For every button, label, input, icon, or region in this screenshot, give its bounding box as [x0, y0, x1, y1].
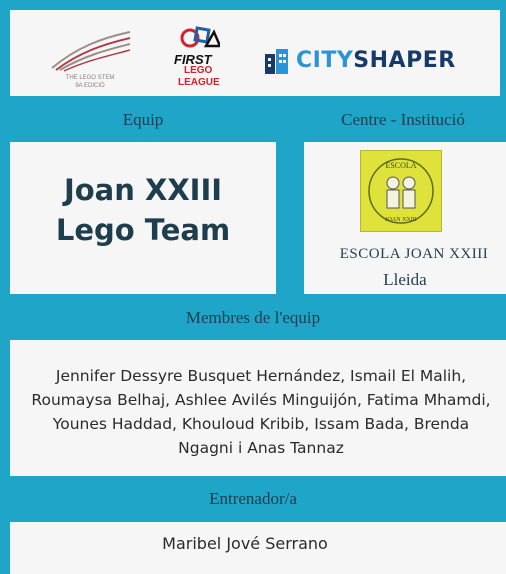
school-children-icon	[361, 151, 441, 231]
first-word: FIRST	[174, 52, 212, 67]
stem-swoosh-icon	[46, 28, 134, 72]
members-label: Membres de l'equip	[185, 308, 321, 327]
school-badge-logo	[360, 150, 442, 232]
team-name	[10, 170, 276, 250]
cityshaper-part2: SHAPER	[353, 48, 456, 73]
cityshaper-logo	[262, 46, 456, 76]
logos-panel	[10, 10, 500, 96]
team-name-line2: Lego Team	[55, 213, 231, 247]
badge-bottom-text: JOAN XXIII	[385, 217, 417, 223]
team-name-line1: Joan XXIII	[63, 173, 223, 207]
coach-label: Entrenador/a	[209, 489, 297, 508]
coach-label-row	[0, 482, 506, 516]
first-shapes-icon	[180, 26, 220, 52]
team-panel	[10, 142, 276, 294]
members-label-row	[0, 300, 506, 336]
school-city: Lleida	[383, 270, 427, 289]
coach-panel	[10, 522, 506, 574]
school-name: ESCOLA JOAN XXIII	[339, 246, 489, 262]
coach-name: Maribel Jové Serrano	[162, 534, 328, 553]
city-building-icon	[262, 46, 292, 76]
school-panel	[304, 142, 506, 294]
stem-caption-1: THE LEGO STEM	[65, 75, 115, 81]
members-list: Jennifer Dessyre Busquet Hernández, Ismail El Malih, Roumaysa Belhaj, Ashlee Avilés Minguijón, Fatima Mhamdi, Younes Haddad, Khouloud Kribib, Issam Bada, Brenda Ngagni i Anas Tannaz	[31, 367, 491, 457]
members-panel	[10, 340, 506, 476]
lego-word: LEGO	[184, 65, 213, 76]
league-word: LEAGUE	[178, 77, 220, 88]
stem-caption-2: 9A EDICIÓ	[75, 83, 105, 89]
first-lego-league-logo	[168, 26, 232, 96]
header-label-row	[0, 104, 506, 136]
centre-label: Centre - Institució	[341, 110, 465, 129]
equip-label: Equip	[122, 110, 164, 129]
cityshaper-part1: CITY	[296, 48, 354, 73]
badge-top-text: ESCOLA	[385, 161, 417, 170]
stem-logo	[46, 28, 134, 92]
